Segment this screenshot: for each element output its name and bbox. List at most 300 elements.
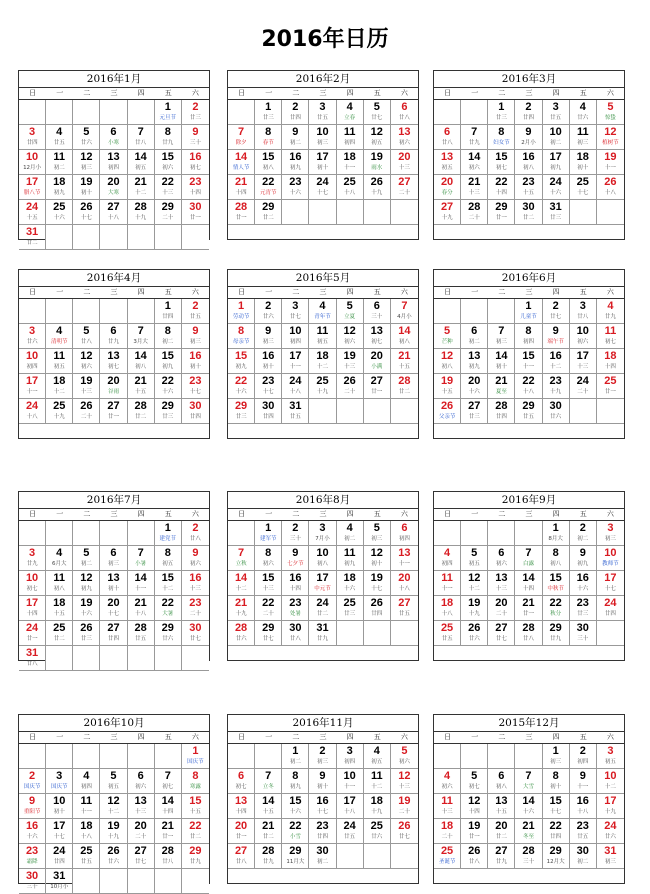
day-cell[interactable]	[19, 150, 46, 175]
day-cell[interactable]	[597, 299, 624, 324]
day-cell[interactable]	[309, 125, 336, 150]
day-cell[interactable]	[461, 769, 488, 794]
day-cell[interactable]	[543, 175, 570, 200]
day-cell[interactable]	[228, 150, 255, 175]
day-cell[interactable]	[391, 769, 418, 794]
day-cell[interactable]	[182, 299, 209, 324]
day-cell[interactable]	[19, 596, 46, 621]
day-cell[interactable]	[182, 349, 209, 374]
day-cell[interactable]	[391, 100, 418, 125]
day-cell[interactable]	[155, 571, 182, 596]
day-cell[interactable]	[488, 596, 515, 621]
day-cell[interactable]	[597, 150, 624, 175]
day-cell[interactable]	[228, 125, 255, 150]
day-cell[interactable]	[364, 374, 391, 399]
day-cell[interactable]	[282, 100, 309, 125]
day-cell[interactable]	[128, 399, 155, 424]
day-cell[interactable]	[461, 150, 488, 175]
day-cell[interactable]	[73, 571, 100, 596]
day-cell[interactable]	[128, 794, 155, 819]
day-cell[interactable]	[488, 819, 515, 844]
day-cell[interactable]	[128, 200, 155, 225]
day-cell[interactable]	[73, 374, 100, 399]
day-cell[interactable]	[364, 299, 391, 324]
day-cell[interactable]	[364, 100, 391, 125]
day-cell[interactable]	[282, 374, 309, 399]
day-cell[interactable]	[488, 200, 515, 225]
day-cell[interactable]	[543, 349, 570, 374]
day-cell[interactable]	[228, 200, 255, 225]
day-cell[interactable]	[461, 324, 488, 349]
day-cell[interactable]	[337, 744, 364, 769]
day-cell[interactable]	[19, 769, 46, 794]
day-cell[interactable]	[228, 374, 255, 399]
day-cell[interactable]	[364, 324, 391, 349]
day-cell[interactable]	[128, 621, 155, 646]
day-cell[interactable]	[282, 546, 309, 571]
day-cell[interactable]	[255, 100, 282, 125]
day-cell[interactable]	[364, 819, 391, 844]
day-cell[interactable]	[391, 125, 418, 150]
day-cell[interactable]	[255, 769, 282, 794]
day-cell[interactable]	[309, 571, 336, 596]
day-cell[interactable]	[543, 200, 570, 225]
day-cell[interactable]	[515, 399, 542, 424]
day-cell[interactable]	[434, 150, 461, 175]
day-cell[interactable]	[228, 175, 255, 200]
day-cell[interactable]	[309, 521, 336, 546]
day-cell[interactable]	[255, 175, 282, 200]
day-cell[interactable]	[337, 175, 364, 200]
day-cell[interactable]	[73, 596, 100, 621]
day-cell[interactable]	[46, 844, 73, 869]
day-cell[interactable]	[228, 621, 255, 646]
day-cell[interactable]	[543, 794, 570, 819]
day-cell[interactable]	[155, 794, 182, 819]
day-cell[interactable]	[461, 546, 488, 571]
day-cell[interactable]	[19, 324, 46, 349]
day-cell[interactable]	[19, 399, 46, 424]
day-cell[interactable]	[228, 349, 255, 374]
day-cell[interactable]	[100, 844, 127, 869]
day-cell[interactable]	[19, 125, 46, 150]
day-cell[interactable]	[155, 150, 182, 175]
day-cell[interactable]	[155, 844, 182, 869]
day-cell[interactable]	[337, 324, 364, 349]
day-cell[interactable]	[19, 819, 46, 844]
day-cell[interactable]	[515, 150, 542, 175]
day-cell[interactable]	[488, 324, 515, 349]
day-cell[interactable]	[364, 521, 391, 546]
day-cell[interactable]	[337, 769, 364, 794]
day-cell[interactable]	[309, 769, 336, 794]
day-cell[interactable]	[337, 100, 364, 125]
day-cell[interactable]	[182, 769, 209, 794]
day-cell[interactable]	[128, 150, 155, 175]
day-cell[interactable]	[46, 621, 73, 646]
day-cell[interactable]	[570, 546, 597, 571]
day-cell[interactable]	[337, 521, 364, 546]
day-cell[interactable]	[597, 175, 624, 200]
day-cell[interactable]	[461, 819, 488, 844]
day-cell[interactable]	[543, 125, 570, 150]
day-cell[interactable]	[182, 399, 209, 424]
day-cell[interactable]	[73, 794, 100, 819]
day-cell[interactable]	[155, 546, 182, 571]
day-cell[interactable]	[255, 324, 282, 349]
day-cell[interactable]	[73, 621, 100, 646]
day-cell[interactable]	[155, 819, 182, 844]
day-cell[interactable]	[282, 399, 309, 424]
day-cell[interactable]	[128, 571, 155, 596]
day-cell[interactable]	[255, 125, 282, 150]
day-cell[interactable]	[282, 150, 309, 175]
day-cell[interactable]	[515, 844, 542, 869]
day-cell[interactable]	[100, 374, 127, 399]
day-cell[interactable]	[597, 521, 624, 546]
day-cell[interactable]	[282, 299, 309, 324]
day-cell[interactable]	[337, 546, 364, 571]
day-cell[interactable]	[282, 819, 309, 844]
day-cell[interactable]	[597, 571, 624, 596]
day-cell[interactable]	[255, 150, 282, 175]
day-cell[interactable]	[46, 150, 73, 175]
day-cell[interactable]	[570, 100, 597, 125]
day-cell[interactable]	[597, 546, 624, 571]
day-cell[interactable]	[73, 399, 100, 424]
day-cell[interactable]	[337, 349, 364, 374]
day-cell[interactable]	[597, 819, 624, 844]
day-cell[interactable]	[182, 744, 209, 769]
day-cell[interactable]	[488, 844, 515, 869]
day-cell[interactable]	[570, 175, 597, 200]
day-cell[interactable]	[461, 200, 488, 225]
day-cell[interactable]	[391, 150, 418, 175]
day-cell[interactable]	[155, 200, 182, 225]
day-cell[interactable]	[155, 175, 182, 200]
day-cell[interactable]	[46, 349, 73, 374]
day-cell[interactable]	[461, 374, 488, 399]
day-cell[interactable]	[597, 349, 624, 374]
day-cell[interactable]	[364, 175, 391, 200]
day-cell[interactable]	[155, 299, 182, 324]
day-cell[interactable]	[337, 150, 364, 175]
day-cell[interactable]	[46, 374, 73, 399]
day-cell[interactable]	[155, 521, 182, 546]
day-cell[interactable]	[100, 819, 127, 844]
day-cell[interactable]	[515, 596, 542, 621]
day-cell[interactable]	[100, 399, 127, 424]
day-cell[interactable]	[228, 794, 255, 819]
day-cell[interactable]	[515, 621, 542, 646]
day-cell[interactable]	[155, 769, 182, 794]
day-cell[interactable]	[19, 175, 46, 200]
day-cell[interactable]	[364, 349, 391, 374]
day-cell[interactable]	[46, 125, 73, 150]
day-cell[interactable]	[434, 125, 461, 150]
day-cell[interactable]	[182, 324, 209, 349]
day-cell[interactable]	[515, 299, 542, 324]
day-cell[interactable]	[46, 200, 73, 225]
day-cell[interactable]	[309, 844, 336, 869]
day-cell[interactable]	[46, 819, 73, 844]
day-cell[interactable]	[570, 769, 597, 794]
day-cell[interactable]	[73, 150, 100, 175]
day-cell[interactable]	[597, 596, 624, 621]
day-cell[interactable]	[282, 175, 309, 200]
day-cell[interactable]	[309, 150, 336, 175]
day-cell[interactable]	[597, 844, 624, 869]
day-cell[interactable]	[597, 769, 624, 794]
day-cell[interactable]	[155, 621, 182, 646]
day-cell[interactable]	[255, 521, 282, 546]
day-cell[interactable]	[434, 349, 461, 374]
day-cell[interactable]	[461, 596, 488, 621]
day-cell[interactable]	[100, 324, 127, 349]
day-cell[interactable]	[488, 374, 515, 399]
day-cell[interactable]	[100, 596, 127, 621]
day-cell[interactable]	[391, 374, 418, 399]
day-cell[interactable]	[570, 819, 597, 844]
day-cell[interactable]	[100, 621, 127, 646]
day-cell[interactable]	[255, 546, 282, 571]
day-cell[interactable]	[155, 596, 182, 621]
day-cell[interactable]	[46, 769, 73, 794]
day-cell[interactable]	[434, 399, 461, 424]
day-cell[interactable]	[391, 521, 418, 546]
day-cell[interactable]	[255, 596, 282, 621]
day-cell[interactable]	[182, 596, 209, 621]
day-cell[interactable]	[434, 769, 461, 794]
day-cell[interactable]	[182, 374, 209, 399]
day-cell[interactable]	[309, 324, 336, 349]
day-cell[interactable]	[434, 621, 461, 646]
day-cell[interactable]	[434, 546, 461, 571]
day-cell[interactable]	[309, 175, 336, 200]
day-cell[interactable]	[570, 571, 597, 596]
day-cell[interactable]	[570, 844, 597, 869]
day-cell[interactable]	[46, 324, 73, 349]
day-cell[interactable]	[391, 324, 418, 349]
day-cell[interactable]	[461, 175, 488, 200]
day-cell[interactable]	[155, 374, 182, 399]
day-cell[interactable]	[100, 200, 127, 225]
day-cell[interactable]	[19, 374, 46, 399]
day-cell[interactable]	[128, 596, 155, 621]
day-cell[interactable]	[182, 521, 209, 546]
day-cell[interactable]	[100, 571, 127, 596]
day-cell[interactable]	[46, 175, 73, 200]
day-cell[interactable]	[128, 349, 155, 374]
day-cell[interactable]	[391, 819, 418, 844]
day-cell[interactable]	[309, 794, 336, 819]
day-cell[interactable]	[128, 374, 155, 399]
day-cell[interactable]	[282, 324, 309, 349]
day-cell[interactable]	[543, 621, 570, 646]
day-cell[interactable]	[309, 349, 336, 374]
day-cell[interactable]	[182, 819, 209, 844]
day-cell[interactable]	[19, 200, 46, 225]
day-cell[interactable]	[488, 399, 515, 424]
day-cell[interactable]	[182, 546, 209, 571]
day-cell[interactable]	[128, 546, 155, 571]
day-cell[interactable]	[100, 546, 127, 571]
day-cell[interactable]	[255, 200, 282, 225]
day-cell[interactable]	[543, 299, 570, 324]
day-cell[interactable]	[597, 324, 624, 349]
day-cell[interactable]	[434, 819, 461, 844]
day-cell[interactable]	[570, 150, 597, 175]
day-cell[interactable]	[570, 521, 597, 546]
day-cell[interactable]	[19, 794, 46, 819]
day-cell[interactable]	[73, 819, 100, 844]
day-cell[interactable]	[434, 596, 461, 621]
day-cell[interactable]	[570, 349, 597, 374]
day-cell[interactable]	[100, 349, 127, 374]
day-cell[interactable]	[364, 596, 391, 621]
day-cell[interactable]	[434, 175, 461, 200]
day-cell[interactable]	[488, 621, 515, 646]
day-cell[interactable]	[46, 546, 73, 571]
day-cell[interactable]	[155, 100, 182, 125]
day-cell[interactable]	[228, 571, 255, 596]
day-cell[interactable]	[73, 200, 100, 225]
day-cell[interactable]	[228, 546, 255, 571]
day-cell[interactable]	[128, 324, 155, 349]
day-cell[interactable]	[73, 349, 100, 374]
day-cell[interactable]	[73, 844, 100, 869]
day-cell[interactable]	[337, 819, 364, 844]
day-cell[interactable]	[155, 349, 182, 374]
day-cell[interactable]	[182, 100, 209, 125]
day-cell[interactable]	[73, 546, 100, 571]
day-cell[interactable]	[128, 175, 155, 200]
day-cell[interactable]	[100, 175, 127, 200]
day-cell[interactable]	[309, 596, 336, 621]
day-cell[interactable]	[543, 150, 570, 175]
day-cell[interactable]	[309, 374, 336, 399]
day-cell[interactable]	[46, 869, 73, 894]
day-cell[interactable]	[515, 324, 542, 349]
day-cell[interactable]	[597, 125, 624, 150]
day-cell[interactable]	[434, 374, 461, 399]
day-cell[interactable]	[337, 571, 364, 596]
day-cell[interactable]	[182, 150, 209, 175]
day-cell[interactable]	[570, 596, 597, 621]
day-cell[interactable]	[488, 175, 515, 200]
day-cell[interactable]	[364, 125, 391, 150]
day-cell[interactable]	[255, 844, 282, 869]
day-cell[interactable]	[282, 744, 309, 769]
day-cell[interactable]	[282, 349, 309, 374]
day-cell[interactable]	[19, 646, 46, 671]
day-cell[interactable]	[461, 571, 488, 596]
day-cell[interactable]	[364, 571, 391, 596]
day-cell[interactable]	[570, 794, 597, 819]
day-cell[interactable]	[543, 521, 570, 546]
day-cell[interactable]	[461, 349, 488, 374]
day-cell[interactable]	[570, 744, 597, 769]
day-cell[interactable]	[337, 794, 364, 819]
day-cell[interactable]	[182, 621, 209, 646]
day-cell[interactable]	[182, 200, 209, 225]
day-cell[interactable]	[461, 621, 488, 646]
day-cell[interactable]	[364, 769, 391, 794]
day-cell[interactable]	[309, 546, 336, 571]
day-cell[interactable]	[155, 324, 182, 349]
day-cell[interactable]	[282, 571, 309, 596]
day-cell[interactable]	[46, 571, 73, 596]
day-cell[interactable]	[488, 794, 515, 819]
day-cell[interactable]	[19, 225, 46, 250]
day-cell[interactable]	[337, 125, 364, 150]
day-cell[interactable]	[19, 546, 46, 571]
day-cell[interactable]	[391, 744, 418, 769]
day-cell[interactable]	[282, 621, 309, 646]
day-cell[interactable]	[488, 349, 515, 374]
day-cell[interactable]	[570, 621, 597, 646]
day-cell[interactable]	[515, 100, 542, 125]
day-cell[interactable]	[309, 621, 336, 646]
day-cell[interactable]	[337, 299, 364, 324]
day-cell[interactable]	[391, 571, 418, 596]
day-cell[interactable]	[255, 621, 282, 646]
day-cell[interactable]	[597, 794, 624, 819]
day-cell[interactable]	[488, 769, 515, 794]
day-cell[interactable]	[19, 349, 46, 374]
day-cell[interactable]	[337, 374, 364, 399]
day-cell[interactable]	[282, 844, 309, 869]
day-cell[interactable]	[19, 571, 46, 596]
day-cell[interactable]	[488, 100, 515, 125]
day-cell[interactable]	[434, 571, 461, 596]
day-cell[interactable]	[364, 150, 391, 175]
day-cell[interactable]	[461, 125, 488, 150]
day-cell[interactable]	[488, 546, 515, 571]
day-cell[interactable]	[543, 844, 570, 869]
day-cell[interactable]	[73, 769, 100, 794]
day-cell[interactable]	[255, 299, 282, 324]
day-cell[interactable]	[515, 374, 542, 399]
day-cell[interactable]	[543, 596, 570, 621]
day-cell[interactable]	[391, 596, 418, 621]
day-cell[interactable]	[337, 596, 364, 621]
day-cell[interactable]	[100, 125, 127, 150]
day-cell[interactable]	[461, 844, 488, 869]
day-cell[interactable]	[597, 374, 624, 399]
day-cell[interactable]	[228, 299, 255, 324]
day-cell[interactable]	[461, 794, 488, 819]
day-cell[interactable]	[155, 399, 182, 424]
day-cell[interactable]	[46, 399, 73, 424]
day-cell[interactable]	[515, 349, 542, 374]
day-cell[interactable]	[434, 844, 461, 869]
day-cell[interactable]	[391, 794, 418, 819]
day-cell[interactable]	[515, 794, 542, 819]
day-cell[interactable]	[73, 324, 100, 349]
day-cell[interactable]	[434, 794, 461, 819]
day-cell[interactable]	[282, 596, 309, 621]
day-cell[interactable]	[128, 844, 155, 869]
day-cell[interactable]	[391, 175, 418, 200]
day-cell[interactable]	[515, 769, 542, 794]
day-cell[interactable]	[364, 546, 391, 571]
day-cell[interactable]	[282, 125, 309, 150]
day-cell[interactable]	[282, 521, 309, 546]
day-cell[interactable]	[543, 399, 570, 424]
day-cell[interactable]	[100, 150, 127, 175]
day-cell[interactable]	[155, 125, 182, 150]
